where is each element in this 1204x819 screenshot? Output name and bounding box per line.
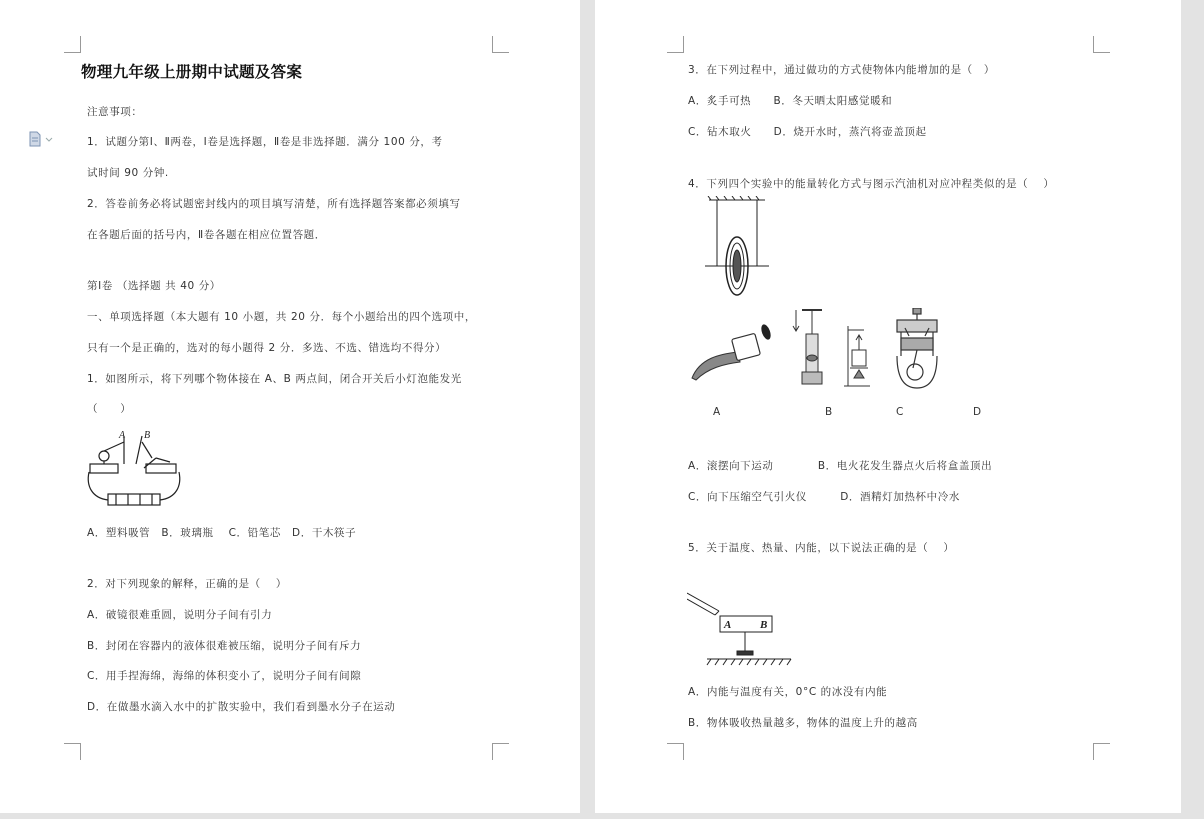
margin-corner-mark [1093, 36, 1110, 53]
experiment-c-figure [844, 322, 872, 390]
experiment-a-figure [690, 318, 780, 384]
notice-item-2-cont: 在各题后面的括号内，Ⅱ卷各题在相应位置答题． [87, 229, 326, 241]
circuit-label-a: A [119, 430, 126, 441]
block-ab-figure [687, 585, 797, 667]
question-2-option-c: C．用手捏海绵，海绵的体积变小了，说明分子间有间隙 [87, 670, 362, 682]
question-3-options-ab: A．炙手可热 B．冬天晒太阳感觉暖和 [688, 95, 893, 107]
section-description-cont: 只有一个是正确的，选对的每小题得 2 分．多选、不选、错选均不得分） [87, 342, 447, 354]
notice-item-1: 1．试题分第Ⅰ、Ⅱ两卷，Ⅰ卷是选择题，Ⅱ卷是非选择题．满分 100 分，考 [87, 136, 443, 148]
margin-corner-mark [492, 743, 509, 760]
document-title: 物理九年级上册期中试题及答案 [81, 63, 303, 81]
document-page-right [595, 0, 1181, 813]
question-4-options-ab: A．滚摆向下运动 B．电火花发生器点火后将盒盖顶出 [688, 460, 993, 472]
question-1-bracket: （ ） [87, 403, 132, 415]
notice-heading: 注意事项： [87, 106, 143, 118]
engine-cylinder-figure [891, 308, 943, 390]
notice-item-2: 2．答卷前务必将试题密封线内的项目填写清楚，所有选择题答案都必须填写 [87, 198, 461, 210]
circuit-label-b: B [144, 430, 151, 441]
margin-corner-mark [1093, 743, 1110, 760]
margin-corner-mark [667, 36, 684, 53]
question-3-stem: 3．在下列过程中，通过做功的方式使物体内能增加的是（ ） [688, 64, 995, 76]
question-5-option-b: B．物体吸收热量越多，物体的温度上升的越高 [688, 717, 918, 729]
question-2-stem: 2．对下列现象的解释，正确的是（ ） [87, 578, 287, 590]
figure-label-b: B [825, 406, 833, 418]
question-1-stem: 1．如图所示，将下列哪个物体接在 A、B 两点间，闭合开关后小灯泡能发光 [87, 373, 462, 385]
margin-corner-mark [64, 36, 81, 53]
question-2-option-b: B．封闭在容器内的液体很难被压缩，说明分子间有斥力 [87, 640, 362, 652]
question-1-options: A．塑料吸管 B．玻璃瓶 C．铅笔芯 D．干木筷子 [87, 527, 357, 539]
figure-label-a: A [713, 406, 721, 418]
question-4-options-cd: C．向下压缩空气引火仪 D．酒精灯加热杯中冷水 [688, 491, 960, 503]
figure-label-d: D [973, 406, 982, 418]
document-page-left [0, 0, 580, 813]
circuit-figure [86, 428, 182, 510]
section-heading: 第Ⅰ卷 （选择题 共 40 分） [87, 280, 221, 292]
block-label-a: A [724, 619, 732, 631]
margin-corner-mark [492, 36, 509, 53]
notice-item-1-cont: 试时间 90 分钟. [87, 167, 169, 179]
question-2-option-a: A．破镜很难重圆，说明分子间有引力 [87, 609, 273, 621]
document-icon[interactable] [28, 131, 56, 151]
question-5-option-a: A．内能与温度有关，0°C 的冰没有内能 [688, 686, 888, 698]
margin-corner-mark [667, 743, 684, 760]
question-4-stem: 4．下列四个实验中的能量转化方式与图示汽油机对应冲程类似的是（ ） [688, 178, 1055, 190]
block-label-b: B [760, 619, 768, 631]
question-3-options-cd: C．钻木取火 D．烧开水时，蒸汽将壶盖顶起 [688, 126, 927, 138]
question-2-option-d: D．在做墨水滴入水中的扩散实验中，我们看到墨水分子在运动 [87, 701, 396, 713]
section-description: 一、单项选择题（本大题有 10 小题，共 20 分．每个小题给出的四个选项中， [87, 311, 476, 323]
experiment-b-figure [790, 306, 824, 388]
figure-label-c: C [896, 406, 904, 418]
rolling-wheel-figure [703, 196, 771, 300]
margin-corner-mark [64, 743, 81, 760]
question-5-stem: 5．关于温度、热量、内能，以下说法正确的是（ ） [688, 542, 955, 554]
